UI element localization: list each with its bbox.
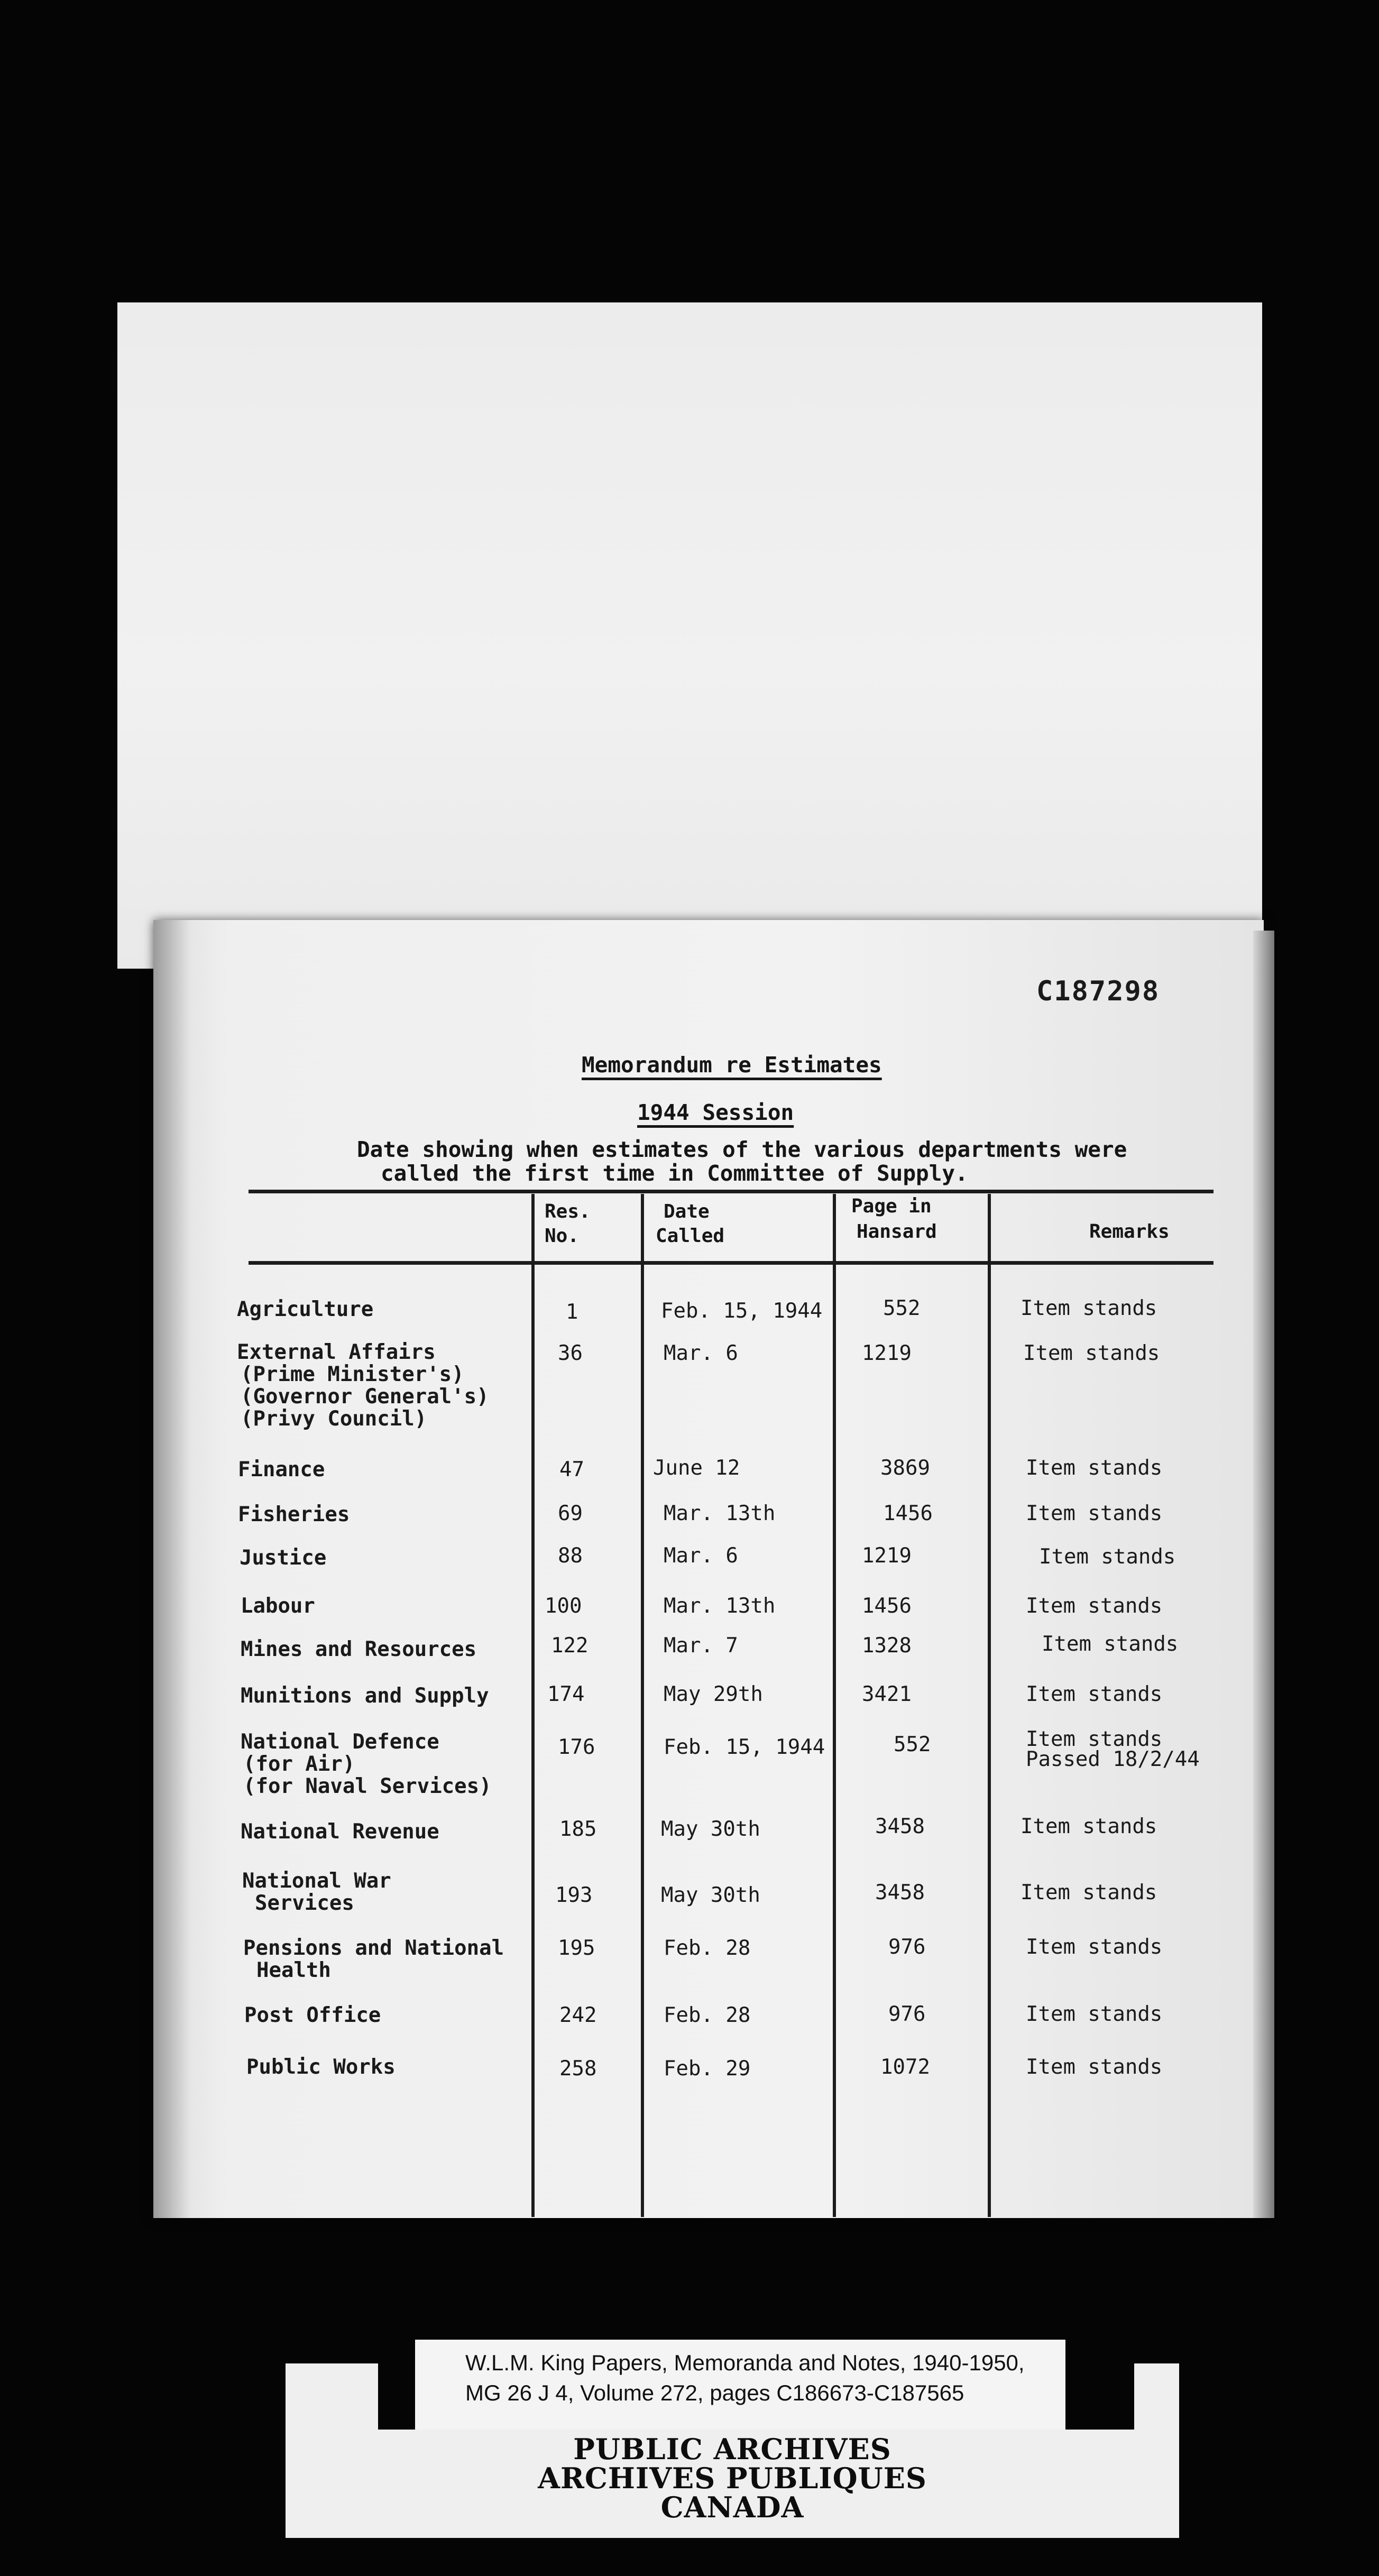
row-department: National Revenue bbox=[241, 1820, 439, 1844]
row-page: 1328 bbox=[862, 1634, 912, 1658]
row-department-sub: Health bbox=[256, 1958, 331, 1982]
row-res-no: 69 bbox=[558, 1502, 583, 1525]
memo-description-line1: Date showing when estimates of the various departments were bbox=[357, 1137, 1127, 1162]
row-date: June 12 bbox=[653, 1456, 740, 1480]
row-res-no: 122 bbox=[551, 1634, 589, 1658]
row-department-sub: (for Naval Services) bbox=[243, 1774, 492, 1798]
header-res-no-line2: No. bbox=[545, 1225, 580, 1247]
archives-line3: CANADA bbox=[660, 2490, 804, 2524]
row-department: Justice bbox=[240, 1546, 327, 1570]
row-res-no: 193 bbox=[555, 1883, 593, 1907]
row-department: National Defence bbox=[241, 1730, 439, 1754]
row-date: Mar. 7 bbox=[664, 1634, 738, 1658]
row-remarks: Item stands bbox=[1026, 1594, 1163, 1618]
row-date: Mar. 6 bbox=[664, 1544, 738, 1568]
row-department: External Affairs bbox=[237, 1340, 436, 1364]
row-date: Mar. 13th bbox=[664, 1502, 776, 1525]
row-remarks: Item stands bbox=[1026, 2002, 1163, 2026]
row-remarks: Item stands bbox=[1021, 1815, 1157, 1838]
row-page: 3458 bbox=[875, 1881, 925, 1905]
row-remarks: Item stands bbox=[1026, 1456, 1163, 1480]
row-remarks: Item stands bbox=[1026, 1502, 1163, 1525]
row-page: 3869 bbox=[880, 1456, 930, 1480]
row-remarks: Item stands bbox=[1026, 1935, 1163, 1959]
row-res-no: 88 bbox=[558, 1544, 583, 1568]
archives-line1: PUBLIC ARCHIVES bbox=[573, 2432, 891, 2466]
row-page: 976 bbox=[888, 1935, 926, 1959]
row-remarks: Item stands bbox=[1026, 2055, 1163, 2079]
row-page: 552 bbox=[883, 1296, 921, 1320]
row-date: Feb. 15, 1944 bbox=[664, 1735, 825, 1759]
row-res-no: 185 bbox=[559, 1817, 597, 1841]
memo-description-line2: called the first time in Committee of Supply. bbox=[381, 1161, 968, 1186]
row-res-no: 1 bbox=[566, 1300, 578, 1324]
row-remarks-note: Passed 18/2/44 bbox=[1026, 1747, 1200, 1771]
column-divider-1 bbox=[531, 1194, 535, 2217]
row-res-no: 176 bbox=[558, 1735, 595, 1759]
memo-title: Memorandum re Estimates bbox=[582, 1052, 882, 1078]
row-date: Feb. 28 bbox=[664, 1936, 751, 1960]
stamp-notch-left bbox=[378, 2363, 415, 2430]
row-remarks: Item stands bbox=[1039, 1545, 1176, 1569]
row-page: 1072 bbox=[880, 2055, 930, 2079]
row-page: 552 bbox=[894, 1733, 931, 1756]
column-divider-4 bbox=[988, 1194, 991, 2217]
row-department-sub: (Governor General's) bbox=[241, 1385, 489, 1409]
caption-line1: W.L.M. King Papers, Memoranda and Notes, 1940-1950, bbox=[465, 2350, 1025, 2375]
row-remarks: Item stands bbox=[1026, 1727, 1163, 1751]
column-divider-3 bbox=[833, 1194, 836, 2217]
row-department: Munitions and Supply bbox=[241, 1684, 489, 1708]
row-date: Feb. 29 bbox=[664, 2057, 751, 2081]
row-page: 3421 bbox=[862, 1682, 912, 1706]
table-top-rule bbox=[249, 1190, 1213, 1193]
row-department: National War bbox=[242, 1869, 391, 1893]
row-department-sub: (for Air) bbox=[243, 1752, 355, 1776]
row-res-no: 242 bbox=[559, 2003, 597, 2027]
row-page: 1456 bbox=[883, 1502, 933, 1525]
column-divider-2 bbox=[641, 1194, 644, 2217]
upper-blank-sheet bbox=[117, 302, 1262, 969]
row-date: Feb. 28 bbox=[664, 2003, 751, 2027]
row-date: May 30th bbox=[661, 1883, 760, 1907]
row-res-no: 36 bbox=[558, 1341, 583, 1365]
header-page-line1: Page in bbox=[851, 1195, 932, 1217]
stamp-notch-right bbox=[1065, 2363, 1134, 2430]
row-department: Finance bbox=[238, 1458, 325, 1482]
row-department: Post Office bbox=[244, 2003, 381, 2027]
row-res-no: 47 bbox=[559, 1458, 584, 1482]
table-header-rule bbox=[249, 1261, 1213, 1265]
header-date-line2: Called bbox=[656, 1225, 725, 1247]
row-remarks: Item stands bbox=[1021, 1881, 1157, 1905]
row-date: Mar. 6 bbox=[664, 1341, 738, 1365]
row-date: May 29th bbox=[664, 1682, 763, 1706]
row-page: 1219 bbox=[862, 1544, 912, 1568]
header-date-line1: Date bbox=[664, 1201, 710, 1222]
archives-line2: ARCHIVES PUBLIQUES bbox=[538, 2461, 927, 2495]
row-page: 3458 bbox=[875, 1815, 925, 1838]
row-remarks: Item stands bbox=[1023, 1341, 1160, 1365]
row-remarks: Item stands bbox=[1021, 1296, 1157, 1320]
row-res-no: 195 bbox=[558, 1936, 595, 1960]
header-remarks: Remarks bbox=[1089, 1221, 1170, 1243]
row-date: Mar. 13th bbox=[664, 1594, 776, 1618]
row-department: Labour bbox=[241, 1594, 315, 1618]
reference-number: C187298 bbox=[1036, 976, 1160, 1007]
row-department-sub: (Privy Council) bbox=[241, 1407, 427, 1431]
row-department: Fisheries bbox=[238, 1503, 350, 1526]
row-department-sub: (Prime Minister's) bbox=[241, 1363, 464, 1386]
header-page-line2: Hansard bbox=[857, 1221, 937, 1243]
row-res-no: 258 bbox=[559, 2057, 597, 2081]
caption-line2: MG 26 J 4, Volume 272, pages C186673-C187565 bbox=[465, 2380, 964, 2405]
row-remarks: Item stands bbox=[1042, 1632, 1179, 1656]
row-remarks: Item stands bbox=[1026, 1682, 1163, 1706]
row-date: Feb. 15, 1944 bbox=[661, 1299, 823, 1323]
row-res-no: 100 bbox=[545, 1594, 582, 1618]
row-page: 1456 bbox=[862, 1594, 912, 1618]
row-department: Agriculture bbox=[237, 1298, 374, 1321]
row-page: 976 bbox=[888, 2002, 926, 2026]
row-department: Public Works bbox=[246, 2055, 396, 2079]
header-res-no-line1: Res. bbox=[545, 1201, 591, 1222]
row-res-no: 174 bbox=[547, 1682, 585, 1706]
row-department: Mines and Resources bbox=[241, 1637, 477, 1661]
row-department-sub: Services bbox=[255, 1891, 354, 1915]
memo-session: 1944 Session bbox=[637, 1100, 794, 1125]
row-date: May 30th bbox=[661, 1817, 760, 1841]
row-page: 1219 bbox=[862, 1341, 912, 1365]
row-department: Pensions and National bbox=[243, 1936, 504, 1960]
